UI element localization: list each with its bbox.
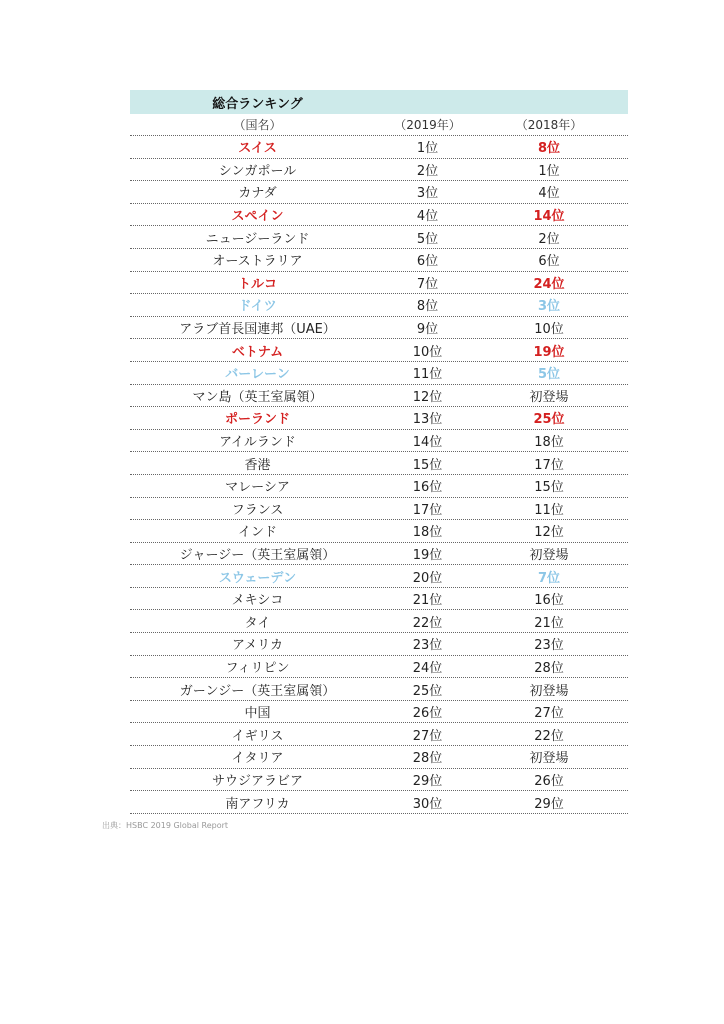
rank-2019-cell: 20位 <box>412 570 443 586</box>
rank-2019-cell: 23位 <box>412 638 443 654</box>
rank-2019-cell: 4位 <box>416 209 439 225</box>
rank-2019-cell: 2位 <box>416 163 439 179</box>
country-cell: イタリア <box>231 751 284 767</box>
country-cell: ドイツ <box>238 299 277 315</box>
table-row <box>130 656 628 679</box>
country-cell: ガーンジー（英王室属領） <box>179 683 336 699</box>
rank-2019-cell: 11位 <box>412 367 443 383</box>
country-cell: ポーランド <box>224 412 290 428</box>
country-cell: イギリス <box>231 728 284 744</box>
table-row <box>130 498 628 521</box>
rank-2019-cell: 15位 <box>412 457 443 473</box>
country-cell: ベトナム <box>231 344 284 360</box>
rank-2019-cell: 25位 <box>412 683 443 699</box>
rank-2018-cell: 4位 <box>538 186 560 202</box>
rank-2019-cell: 6位 <box>416 254 439 270</box>
rank-2019-cell: 14位 <box>412 435 443 451</box>
table-row <box>130 543 628 566</box>
table-row <box>130 249 628 272</box>
table-row <box>130 610 628 633</box>
rank-2018-cell: 初登場 <box>529 547 569 563</box>
rank-2018-cell: 初登場 <box>529 683 569 699</box>
rank-2019-cell: 5位 <box>416 231 439 247</box>
rank-2018-cell: 5位 <box>537 367 561 383</box>
country-cell: アメリカ <box>231 638 284 654</box>
table-row <box>130 294 628 317</box>
rank-2018-cell: 23位 <box>534 638 564 654</box>
country-cell: フィリピン <box>225 660 290 676</box>
rank-2019-cell: 18位 <box>412 525 443 541</box>
rank-2018-cell: 10位 <box>534 322 564 338</box>
rank-2019-cell: 12位 <box>412 389 443 405</box>
rank-2019-cell: 26位 <box>412 706 443 722</box>
rank-2018-cell: 初登場 <box>529 389 569 405</box>
rank-2019-cell: 28位 <box>412 751 443 767</box>
table-row <box>130 588 628 611</box>
country-cell: サウジアラビア <box>211 773 303 789</box>
table-row <box>130 136 628 159</box>
rank-2018-cell: 16位 <box>534 593 564 609</box>
rank-2019-cell: 22位 <box>412 615 443 631</box>
country-cell: アラブ首長国連邦（UAE） <box>179 322 336 338</box>
table-row <box>130 385 628 408</box>
country-cell: 香港 <box>244 457 271 473</box>
rank-2018-cell: 17位 <box>534 457 564 473</box>
rank-2018-cell: 3位 <box>537 299 561 315</box>
rank-2018-cell: 14位 <box>533 209 565 225</box>
rank-2018-cell: 18位 <box>534 435 564 451</box>
table-row <box>130 633 628 656</box>
rank-2019-cell: 3位 <box>416 186 439 202</box>
country-cell: シンガポール <box>218 163 297 179</box>
country-cell: スウェーデン <box>218 570 297 586</box>
table-row <box>130 520 628 543</box>
rank-2018-cell: 12位 <box>534 525 564 541</box>
table-row <box>130 723 628 746</box>
rank-2018-cell: 27位 <box>534 706 564 722</box>
country-cell: メキシコ <box>231 593 284 609</box>
rank-2018-cell: 初登場 <box>529 751 569 767</box>
country-cell: トルコ <box>237 276 277 292</box>
table-row <box>130 746 628 769</box>
country-cell: タイ <box>244 615 271 631</box>
table-row <box>130 362 628 385</box>
table-row <box>130 159 628 182</box>
table-row <box>130 339 628 362</box>
source-note: 出典：HSBC 2019 Global Report <box>102 821 229 830</box>
rank-2018-cell: 24位 <box>533 276 565 292</box>
country-cell: アイルランド <box>219 435 296 451</box>
country-cell: ジャージー（英王室属領） <box>179 547 336 563</box>
rank-2019-cell: 7位 <box>416 276 439 292</box>
rank-2018-cell: 28位 <box>534 660 564 676</box>
header-2018: （2018年） <box>515 118 583 132</box>
rank-2018-cell: 2位 <box>538 231 560 247</box>
table-row <box>130 272 628 295</box>
country-cell: スイス <box>238 141 277 157</box>
rank-2018-cell: 6位 <box>538 254 560 270</box>
rank-2018-cell: 1位 <box>538 163 560 179</box>
country-cell: スペイン <box>231 209 284 225</box>
rank-2019-cell: 16位 <box>412 480 443 496</box>
rank-2018-cell: 7位 <box>537 570 561 586</box>
table-row <box>130 565 628 588</box>
rank-2019-cell: 8位 <box>416 299 439 315</box>
table-row <box>130 678 628 701</box>
table-row <box>130 701 628 724</box>
header-country: （国名） <box>233 118 282 132</box>
rank-2019-cell: 24位 <box>412 660 443 676</box>
country-cell: インド <box>237 525 277 541</box>
table-title: 総合ランキング <box>212 96 303 112</box>
country-cell: バーレーン <box>225 367 290 383</box>
rank-2019-cell: 1位 <box>416 141 439 157</box>
table-row <box>130 407 628 430</box>
rank-2019-cell: 17位 <box>412 502 443 518</box>
header-2019: （2019年） <box>394 118 461 132</box>
rank-2018-cell: 22位 <box>534 728 564 744</box>
table-title-bar <box>130 90 628 114</box>
rank-2019-cell: 29位 <box>412 773 443 789</box>
table-row <box>130 452 628 475</box>
table-row <box>130 204 628 227</box>
rank-2019-cell: 9位 <box>416 322 439 338</box>
rank-2018-cell: 8位 <box>537 141 561 157</box>
rank-2018-cell: 11位 <box>534 502 564 518</box>
table-row <box>130 430 628 453</box>
table-header-row <box>130 114 628 136</box>
rank-2019-cell: 10位 <box>412 344 443 360</box>
country-cell: カナダ <box>238 186 277 202</box>
rank-2019-cell: 27位 <box>412 728 443 744</box>
table-row <box>130 769 628 792</box>
rank-2018-cell: 29位 <box>534 796 564 812</box>
country-cell: 南アフリカ <box>225 796 290 812</box>
country-cell: マン島（英王室属領） <box>192 389 323 405</box>
rank-2018-cell: 26位 <box>534 773 564 789</box>
table-body <box>130 136 628 814</box>
rank-2018-cell: 19位 <box>533 344 565 360</box>
rank-2019-cell: 19位 <box>412 547 443 563</box>
rank-2018-cell: 21位 <box>534 615 564 631</box>
table-row <box>130 317 628 340</box>
table-row <box>130 791 628 814</box>
rank-2019-cell: 13位 <box>412 412 443 428</box>
country-cell: オーストラリア <box>212 254 303 270</box>
table-row <box>130 181 628 204</box>
rank-2019-cell: 21位 <box>412 593 443 609</box>
country-cell: 中国 <box>244 706 271 722</box>
country-cell: フランス <box>231 502 284 518</box>
rank-2018-cell: 25位 <box>533 412 565 428</box>
ranking-table <box>130 90 628 814</box>
rank-2018-cell: 15位 <box>534 480 564 496</box>
country-cell: マレーシア <box>225 480 290 496</box>
table-row <box>130 226 628 249</box>
table-row <box>130 475 628 498</box>
rank-2019-cell: 30位 <box>412 796 443 812</box>
country-cell: ニュージーランド <box>205 231 310 247</box>
